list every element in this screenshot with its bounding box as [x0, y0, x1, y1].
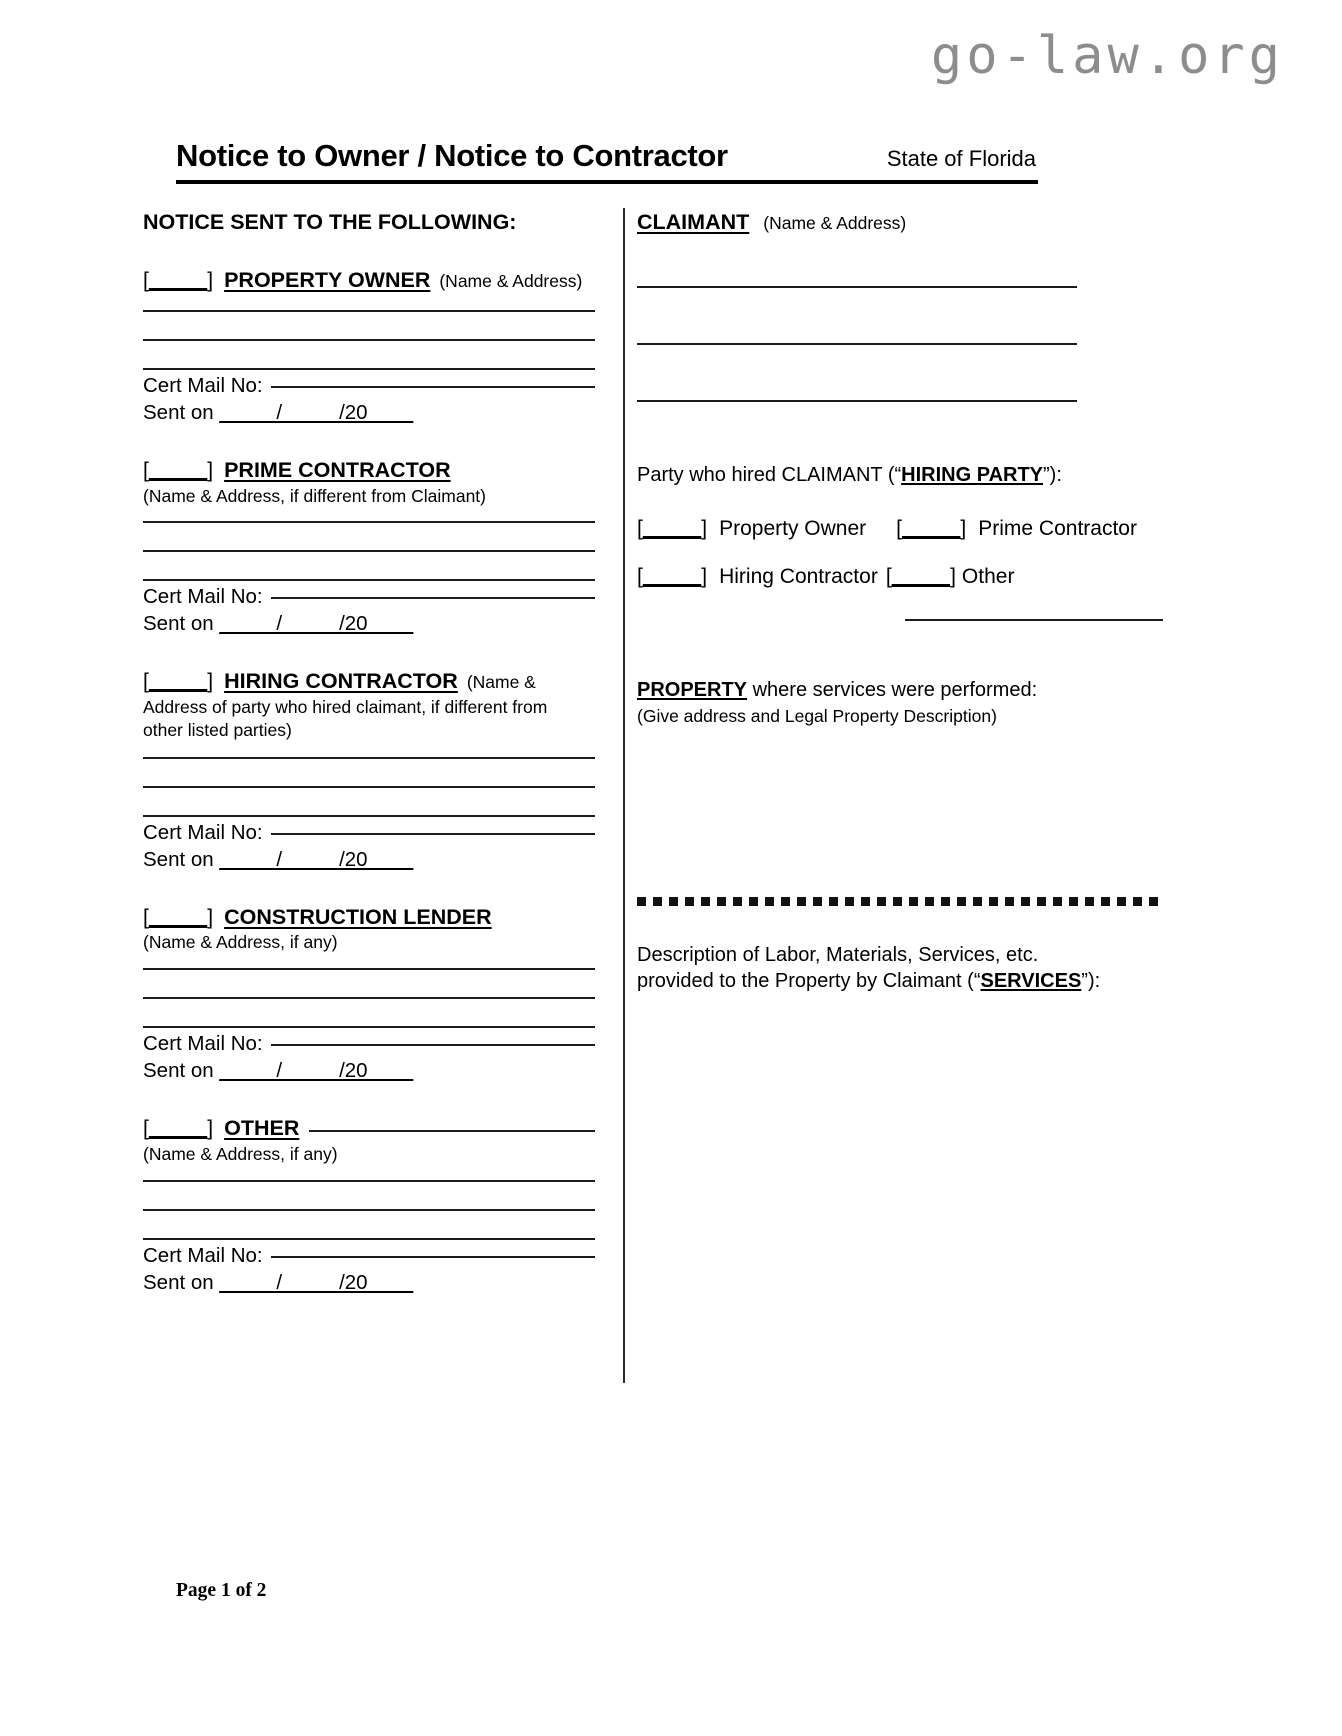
write-in-line[interactable]	[143, 815, 595, 817]
write-in-line[interactable]	[143, 786, 595, 788]
hiring-party-options-row-1	[637, 517, 1167, 541]
page-footer: Page 1 of 2	[176, 1580, 267, 1601]
state-label: State of Florida	[886, 146, 1036, 171]
cert-mail-label: Cert Mail No:	[143, 585, 263, 609]
checkbox-other[interactable]: [_____]	[143, 1117, 214, 1141]
page-title: Notice to Owner / Notice to Contractor	[176, 138, 728, 173]
other-name-input[interactable]	[309, 1130, 595, 1132]
sent-on-row-construction-lender	[143, 1059, 595, 1083]
sent-on-label: Sent on	[143, 1059, 214, 1083]
services-line-2-suffix: ”):	[1081, 970, 1101, 992]
party-block-construction-lender	[143, 905, 595, 931]
sent-on-row-hiring-contractor	[143, 848, 595, 872]
party-note-hiring-contractor-inline: (Name &	[466, 672, 536, 693]
party-label-hiring-contractor: HIRING CONTRACTOR	[224, 669, 458, 694]
write-in-line[interactable]	[143, 997, 595, 999]
write-in-line[interactable]	[143, 579, 595, 581]
write-in-line[interactable]	[143, 550, 595, 552]
checkbox-property-owner[interactable]: [_____]	[143, 269, 214, 292]
checkbox-hiring-party-prime-contractor[interactable]: [_____]	[896, 517, 967, 540]
party-block-property-owner	[143, 268, 595, 294]
services-line-2	[637, 970, 1167, 993]
checkbox-hiring-party-other[interactable]: [_____]	[885, 565, 956, 588]
hiring-party-options-row-2	[637, 565, 1167, 589]
property-term: PROPERTY	[637, 679, 748, 701]
sent-on-label: Sent on	[143, 1270, 214, 1294]
cert-mail-input[interactable]	[271, 386, 595, 388]
claimant-write-in-line[interactable]	[637, 286, 1077, 288]
party-label-property-owner: PROPERTY OWNER	[224, 268, 431, 292]
party-note-construction-lender: (Name & Address, if any)	[143, 932, 338, 953]
write-in-line[interactable]	[143, 968, 595, 970]
claimant-label: CLAIMANT	[637, 210, 750, 234]
column-divider	[623, 208, 625, 1383]
cert-mail-label: Cert Mail No:	[143, 820, 263, 844]
cert-mail-input[interactable]	[271, 597, 595, 599]
write-in-line[interactable]	[143, 1209, 595, 1211]
sent-on-date-input[interactable]: _____/_____/20____	[219, 1059, 414, 1083]
party-note-property-owner: (Name & Address)	[439, 271, 583, 291]
section-dotted-divider	[637, 897, 1165, 906]
write-in-line[interactable]	[143, 368, 595, 370]
cert-mail-label: Cert Mail No:	[143, 1243, 263, 1267]
cert-mail-row-other	[143, 1244, 595, 1268]
checkbox-prime-contractor[interactable]: [_____]	[143, 458, 214, 482]
option-label-hiring-contractor: Hiring Contractor	[719, 565, 878, 588]
checkbox-hiring-contractor[interactable]: [_____]	[143, 670, 214, 694]
services-line-1: Description of Labor, Materials, Services, etc.	[637, 944, 1039, 966]
left-column-heading: NOTICE SENT TO THE FOLLOWING:	[143, 210, 517, 234]
checkbox-construction-lender[interactable]: [_____]	[143, 905, 214, 929]
sent-on-row-property-owner	[143, 401, 595, 425]
title-divider	[176, 180, 1038, 184]
option-label-other: Other	[961, 565, 1015, 588]
party-block-prime-contractor	[143, 458, 595, 484]
sent-on-label: Sent on	[143, 400, 214, 424]
cert-mail-input[interactable]	[271, 1044, 595, 1046]
cert-mail-input[interactable]	[271, 833, 595, 835]
party-block-hiring-contractor	[143, 669, 595, 695]
sent-on-date-input[interactable]: _____/_____/20____	[219, 612, 414, 636]
document-title-row	[176, 138, 1038, 174]
sent-on-row-other	[143, 1271, 595, 1295]
sent-on-date-input[interactable]: _____/_____/20____	[219, 400, 414, 424]
site-watermark: go-law.org	[930, 26, 1284, 86]
write-in-line[interactable]	[143, 1026, 595, 1028]
write-in-line[interactable]	[143, 521, 595, 523]
claimant-heading	[637, 210, 1167, 235]
property-note: (Give address and Legal Property Description)	[637, 706, 997, 726]
property-heading-rest: where services were performed:	[747, 679, 1038, 701]
sent-on-date-input[interactable]: _____/_____/20____	[219, 1270, 414, 1294]
services-term: SERVICES	[980, 970, 1082, 992]
sent-on-label: Sent on	[143, 847, 214, 871]
write-in-line[interactable]	[143, 1180, 595, 1182]
write-in-line[interactable]	[143, 757, 595, 759]
party-label-other: OTHER	[224, 1116, 300, 1141]
checkbox-hiring-party-property-owner[interactable]: [_____]	[637, 517, 708, 540]
party-label-construction-lender: CONSTRUCTION LENDER	[224, 904, 492, 929]
notice-recipients-column	[143, 210, 595, 1295]
cert-mail-row-construction-lender	[143, 1032, 595, 1056]
cert-mail-label: Cert Mail No:	[143, 1032, 263, 1056]
cert-mail-row-hiring-contractor	[143, 821, 595, 845]
hiring-party-intro	[637, 464, 1167, 487]
party-label-prime-contractor: PRIME CONTRACTOR	[224, 457, 451, 482]
cert-mail-row-property-owner	[143, 374, 595, 398]
cert-mail-row-prime-contractor	[143, 585, 595, 609]
write-in-line[interactable]	[143, 310, 595, 312]
hiring-party-intro-prefix: Party who hired CLAIMANT (“	[637, 464, 902, 486]
sent-on-label: Sent on	[143, 612, 214, 636]
option-label-prime-contractor: Prime Contractor	[978, 517, 1137, 540]
party-note-other: (Name & Address, if any)	[143, 1143, 338, 1164]
sent-on-date-input[interactable]: _____/_____/20____	[219, 847, 414, 871]
claimant-column	[637, 210, 1167, 993]
claimant-note: (Name & Address)	[763, 213, 907, 233]
cert-mail-input[interactable]	[271, 1256, 595, 1258]
option-label-property-owner: Property Owner	[719, 517, 867, 540]
cert-mail-label: Cert Mail No:	[143, 373, 263, 397]
claimant-write-in-line[interactable]	[637, 343, 1077, 345]
write-in-line[interactable]	[143, 339, 595, 341]
write-in-line[interactable]	[143, 1238, 595, 1240]
party-note-hiring-contractor: Address of party who hired claimant, if different from other listed parties)	[143, 697, 548, 740]
hiring-party-term: HIRING PARTY	[901, 464, 1044, 486]
property-heading	[637, 679, 1167, 702]
checkbox-hiring-party-hiring-contractor[interactable]: [_____]	[637, 565, 708, 588]
sent-on-row-prime-contractor	[143, 612, 595, 636]
party-note-prime-contractor: (Name & Address, if different from Claimant)	[143, 485, 486, 506]
hiring-party-intro-suffix: ”):	[1043, 464, 1062, 486]
services-line-2-prefix: provided to the Property by Claimant (“	[637, 970, 981, 992]
party-block-other	[143, 1116, 595, 1142]
